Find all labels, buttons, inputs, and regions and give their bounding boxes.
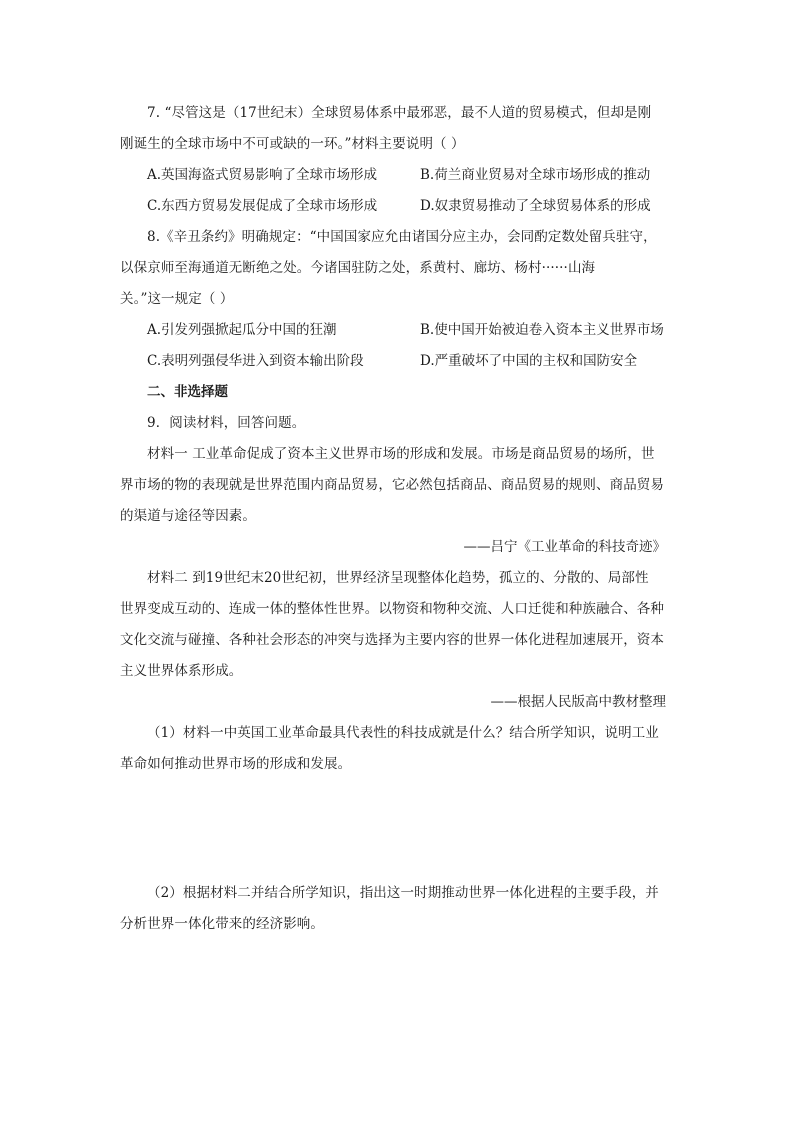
q9-sub2-line-2: 分析世界一体化带来的经济影响。: [120, 916, 324, 932]
q8-option-a: A.引发列强掀起瓜分中国的狂潮: [147, 322, 337, 338]
q9-material1-line-1: 材料一 工业革命促成了资本主义世界市场的形成和发展。市场是商品贸易的场所，世: [147, 446, 655, 462]
q7-options-row-2: [120, 191, 676, 222]
q9-material1-line-2: 界市场的物的表现就是世界范围内商品贸易，它必然包括商品、商品贸易的规则、商品贸易: [120, 477, 664, 493]
q7-stem-line-2: 刚诞生的全球市场中不可或缺的一环。”材料主要说明（ ）: [120, 136, 465, 152]
q9-sub1-line-2: 革命如何推动世界市场的形成和发展。: [120, 756, 352, 772]
q8-stem-line-3: 关。”这一规定（ ）: [120, 291, 234, 307]
q9-stem: 9．阅读材料，回答问题。: [147, 415, 306, 431]
q7-stem-line-1: 7. “尽管这是（17世纪末）全球贸易体系中最邪恶，最不人道的贸易模式，但却是刚: [147, 105, 652, 121]
q7-option-a: A.英国海盗式贸易影响了全球市场形成: [147, 167, 378, 183]
q7-option-c: C.东西方贸易发展促成了全球市场形成: [147, 198, 378, 214]
q9-material2-line-1: 材料二 到19世纪末20世纪初，世界经济呈现整体化趋势，孤立的、分散的、局部性: [147, 570, 649, 586]
answer-space-sub1: [120, 780, 676, 878]
q9-material2-line-3: 文化交流与碰撞、各种社会形态的冲突与选择为主要内容的世界一体化进程加速展开，资本: [120, 632, 664, 648]
q9-sub1-line-1: （1）材料一中英国工业革命最具代表性的科技成就是什么？结合所学知识，说明工业: [147, 725, 659, 741]
q8-stem-line-1: 8.《辛丑条约》明确规定：“中国国家应允由诸国分应主办，会同酌定数处留兵驻守，: [147, 229, 657, 245]
q7-options-row-1: [120, 160, 676, 191]
q9-material2-line-4: 主义世界体系形成。: [120, 663, 243, 679]
q9-sub2-line-1: （2）根据材料二并结合所学知识，指出这一时期推动世界一体化进程的主要手段，并: [147, 885, 659, 901]
q8-options-row-2: [120, 346, 676, 377]
q7-option-d: D.奴隶贸易推动了全球贸易体系的形成: [420, 198, 651, 214]
q8-option-c: C.表明列强侵华进入到资本输出阶段: [147, 353, 364, 369]
q8-option-d: D.严重破坏了中国的主权和国防安全: [420, 353, 638, 369]
q9-material2-source: ——根据人民版高中教材整理: [490, 694, 666, 710]
q8-option-b: B.使中国开始被迫卷入资本主义世界市场: [420, 322, 664, 338]
q8-stem-line-2: 以保京师至海通道无断绝之处。今诸国驻防之处，系黄村、廊坊、杨村······山海: [120, 260, 596, 276]
q9-material2-line-2: 世界变成互动的、连成一体的整体性世界。以物资和物种交流、人口迁徙和种族融合、各种: [120, 601, 664, 617]
section-title-non-choice: 二、非选择题: [147, 384, 228, 400]
q8-options-row-1: [120, 315, 676, 346]
q7-option-b: B.荷兰商业贸易对全球市场形成的推动: [420, 167, 651, 183]
q9-material1-source: ——吕宁《工业革命的科技奇迹》: [463, 539, 666, 555]
q9-material1-line-3: 的渠道与途径等因素。: [120, 508, 256, 524]
document-content: [120, 98, 676, 940]
